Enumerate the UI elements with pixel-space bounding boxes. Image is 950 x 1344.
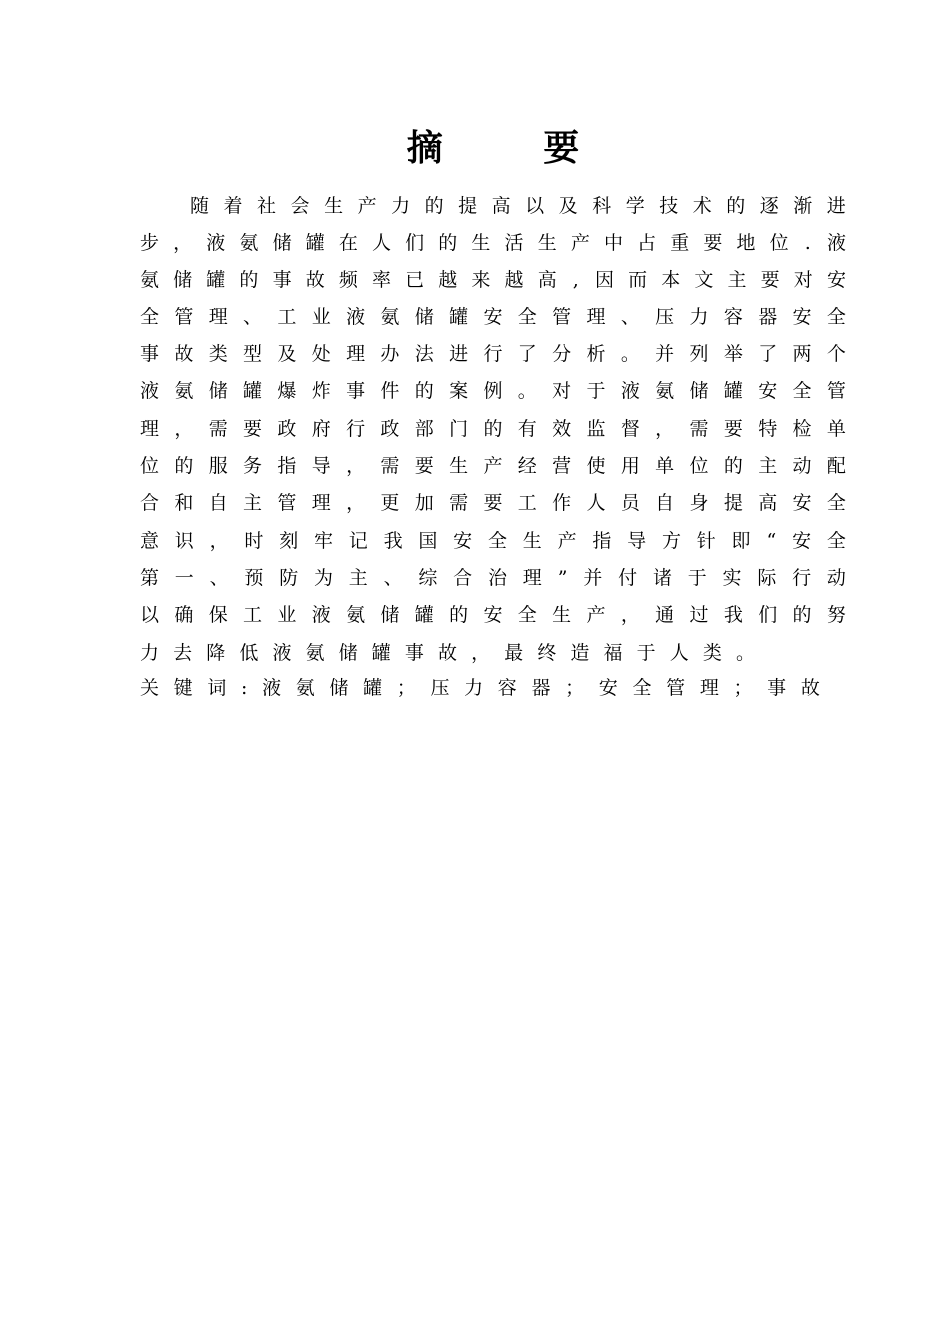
- paragraph-line-1: 随 着 社 会 生 产 力 的 提 高 以 及 科 学 技 术 的 逐 渐 进: [190, 195, 846, 217]
- paragraph-line-7: 理 ， 需 要 政 府 行 政 部 门 的 有 效 监 督 ， 需 要 特 检 单: [140, 418, 846, 440]
- paragraph-line-3: 氨 储 罐 的 事 故 频 率 已 越 来 越 高 , 因 而 本 文 主 要 对 安: [140, 269, 846, 291]
- paragraph-line-11: 第 一 、 预 防 为 主 、 综 合 治 理 ” 并 付 诸 于 实 际 行 动: [140, 567, 846, 589]
- abstract-title: 摘 要: [406, 127, 624, 169]
- paragraph-line-10: 意 识 ， 时 刻 牢 记 我 国 安 全 生 产 指 导 方 针 即 “ 安 全: [140, 530, 846, 552]
- paragraph-line-9: 合 和 自 主 管 理 ， 更 加 需 要 工 作 人 员 自 身 提 高 安 全: [140, 492, 846, 514]
- paragraph-line-8: 位 的 服 务 指 导 ， 需 要 生 产 经 营 使 用 单 位 的 主 动 配: [140, 455, 846, 477]
- keywords-line: 关 键 词 : 液 氨 储 罐 ； 压 力 容 器 ； 安 全 管 理 ； 事 故: [140, 677, 820, 699]
- paragraph-line-5: 事 故 类 型 及 处 理 办 法 进 行 了 分 析 。 并 列 举 了 两 个: [140, 343, 846, 365]
- paragraph-line-12: 以 确 保 工 业 液 氨 储 罐 的 安 全 生 产 ， 通 过 我 们 的 努: [140, 604, 846, 626]
- paragraph-line-2: 步 ， 液 氨 储 罐 在 人 们 的 生 活 生 产 中 占 重 要 地 位 . 液: [140, 232, 846, 254]
- paragraph-line-6: 液 氨 储 罐 爆 炸 事 件 的 案 例 。 对 于 液 氨 储 罐 安 全 管: [140, 380, 846, 402]
- paragraph-line-4: 全 管 理 、 工 业 液 氨 储 罐 安 全 管 理 、 压 力 容 器 安 全: [140, 306, 846, 328]
- paragraph-line-13: 力 去 降 低 液 氨 储 罐 事 故 ， 最 终 造 福 于 人 类 。: [140, 642, 755, 664]
